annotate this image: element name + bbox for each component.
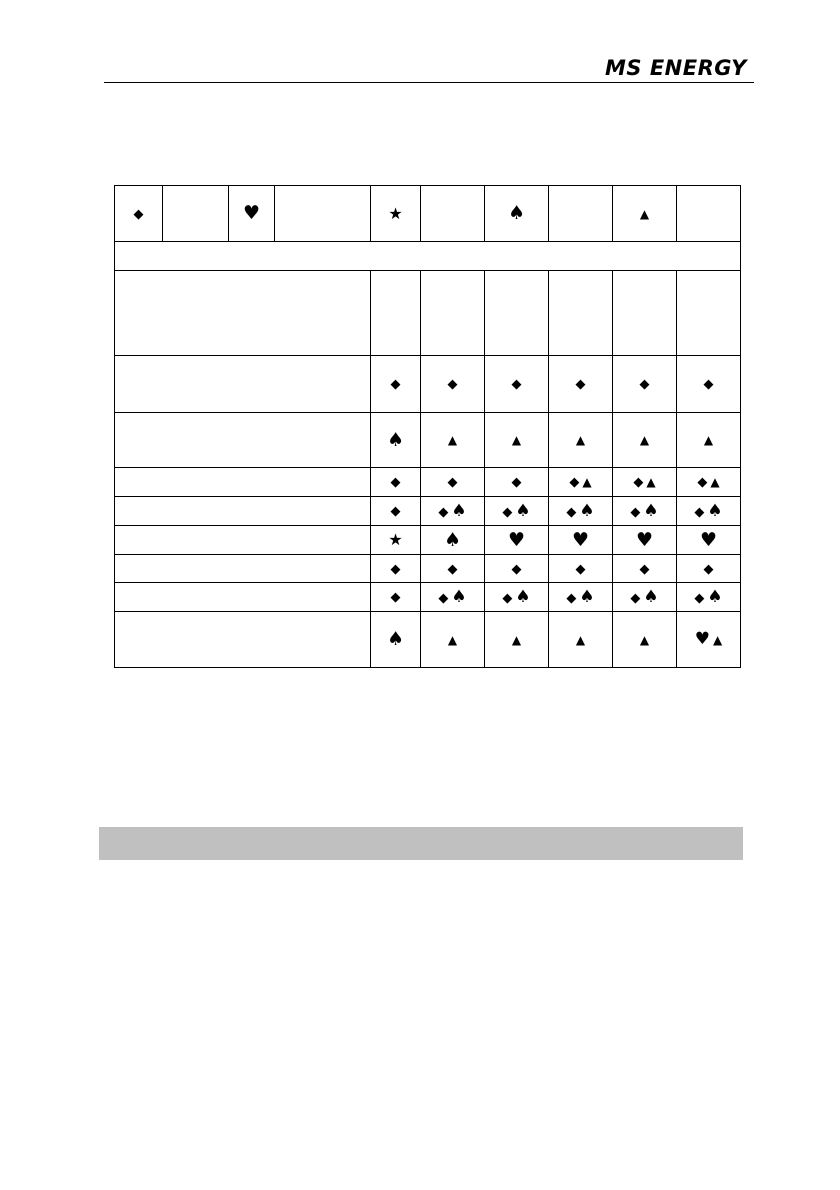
heart-icon: ♥ (571, 528, 590, 551)
spade-icon: ♠ (707, 500, 723, 521)
table-cell (549, 526, 613, 555)
table-row (115, 526, 741, 555)
diamond-icon: ◆ (390, 561, 401, 577)
row-label (115, 413, 371, 468)
legend-heart-icon-cell (229, 186, 275, 242)
table-cell (421, 612, 485, 668)
diamond-icon: ◆ (630, 590, 641, 606)
table-cell (371, 356, 421, 413)
spade-icon: ♠ (451, 586, 467, 607)
spade-icon: ♠ (643, 500, 659, 521)
table-row (115, 612, 741, 668)
spade-icon: ♠ (386, 428, 405, 451)
table-row (115, 468, 741, 497)
triangle-icon: ▲ (703, 433, 714, 447)
spade-icon: ♠ (643, 586, 659, 607)
diamond-icon: ◆ (566, 590, 577, 606)
legend-spade-label (549, 186, 613, 242)
diamond-icon: ◆ (390, 475, 401, 490)
spade-icon: ♠ (507, 202, 526, 224)
table-cell (371, 497, 421, 526)
legend-triangle-label (677, 186, 741, 242)
table-cell (371, 583, 421, 612)
table-cell (549, 583, 613, 612)
triangle-icon: ▲ (646, 475, 656, 489)
diamond-icon: ◆ (639, 377, 650, 392)
table-cell (549, 497, 613, 526)
legend-star-icon-cell (371, 186, 421, 242)
heart-icon: ♥ (699, 528, 718, 551)
spade-icon: ♠ (579, 500, 595, 521)
table-cell (485, 612, 549, 668)
legend-diamond-icon-cell (115, 186, 163, 242)
diamond-icon: ◆ (703, 377, 714, 392)
table-cell (613, 583, 677, 612)
triangle-icon: ▲ (511, 433, 522, 447)
triangle-icon: ▲ (575, 632, 586, 647)
heart-icon: ♥ (507, 528, 526, 551)
table-cell (485, 413, 549, 468)
diamond-icon: ◆ (438, 504, 449, 520)
table-cell (549, 413, 613, 468)
triangle-icon: ▲ (639, 433, 650, 447)
spade-icon: ♠ (515, 500, 531, 521)
triangle-icon: ▲ (447, 632, 458, 647)
table-cell (613, 356, 677, 413)
triangle-icon: ▲ (639, 632, 650, 647)
table-cell (371, 612, 421, 668)
row-label (115, 468, 371, 497)
star-icon: ★ (388, 203, 403, 223)
section-title (115, 242, 741, 271)
spade-icon: ♠ (707, 586, 723, 607)
table-cell (371, 468, 421, 497)
diamond-icon: ◆ (697, 475, 708, 490)
table-row (115, 555, 741, 583)
legend-heart-label (275, 186, 371, 242)
diamond-icon: ◆ (630, 504, 641, 520)
ms-energy-logo (603, 52, 755, 82)
column-header (485, 271, 549, 356)
table-cell (485, 526, 549, 555)
diamond-icon: ◆ (694, 590, 705, 606)
diamond-icon: ◆ (447, 475, 458, 490)
table-cell (421, 497, 485, 526)
legend-spade-icon-cell (485, 186, 549, 242)
legend-star-label (421, 186, 485, 242)
table-cell (613, 497, 677, 526)
spade-icon: ♠ (386, 628, 405, 650)
spade-icon: ♠ (451, 500, 467, 521)
diamond-icon: ◆ (502, 590, 513, 606)
table-cell (421, 526, 485, 555)
triangle-icon: ▲ (511, 632, 522, 647)
diamond-icon: ◆ (566, 504, 577, 520)
heart-icon: ♥ (635, 528, 654, 551)
column-header (549, 271, 613, 356)
table-cell (549, 612, 613, 668)
table-cell (549, 468, 613, 497)
row-label (115, 526, 371, 555)
diamond-icon: ◆ (390, 504, 401, 519)
table-cell (371, 413, 421, 468)
table-cell (549, 356, 613, 413)
legend-triangle-icon-cell (613, 186, 677, 242)
column-header (421, 271, 485, 356)
table-cell (613, 612, 677, 668)
diamond-icon: ◆ (447, 377, 458, 392)
diamond-icon: ◆ (569, 475, 580, 490)
table-cell (421, 413, 485, 468)
diamond-icon: ◆ (694, 504, 705, 520)
legend-diamond-label (163, 186, 229, 242)
table-cell (549, 555, 613, 583)
diamond-icon: ◆ (390, 590, 401, 605)
header-corner (115, 271, 371, 356)
heart-icon: ♥ (242, 202, 261, 224)
star-icon: ★ (388, 530, 403, 549)
triangle-icon: ▲ (710, 475, 720, 489)
table-cell (421, 356, 485, 413)
row-label (115, 356, 371, 413)
symbol-table (114, 185, 741, 668)
row-label (115, 555, 371, 583)
table-cell (485, 497, 549, 526)
legend-row (115, 186, 741, 242)
diamond-icon: ◆ (639, 561, 650, 577)
table-cell (421, 555, 485, 583)
diamond-icon: ◆ (511, 377, 522, 392)
triangle-icon: ▲ (582, 475, 592, 489)
table-cell (371, 526, 421, 555)
table-row (115, 497, 741, 526)
diamond-icon: ◆ (575, 561, 586, 577)
table-row (115, 413, 741, 468)
table-cell (677, 526, 741, 555)
diamond-icon: ◆ (703, 561, 714, 577)
diamond-icon: ◆ (390, 377, 401, 392)
svg-text:MS ENERGY: MS ENERGY (605, 56, 747, 80)
table-row (115, 583, 741, 612)
column-header (371, 271, 421, 356)
table-cell (677, 497, 741, 526)
row-label (115, 583, 371, 612)
table-cell (677, 583, 741, 612)
diamond-icon: ◆ (133, 206, 144, 222)
table-cell (485, 583, 549, 612)
row-label (115, 612, 371, 668)
table-cell (677, 356, 741, 413)
diamond-icon: ◆ (511, 475, 522, 490)
table-row (115, 356, 741, 413)
table-cell (677, 612, 741, 668)
triangle-icon: ▲ (713, 633, 723, 647)
heart-icon: ♥ (694, 629, 710, 649)
section-note-band (99, 827, 743, 860)
diamond-icon: ◆ (511, 561, 522, 577)
table-cell (613, 555, 677, 583)
table-cell (485, 468, 549, 497)
table-cell (613, 413, 677, 468)
table-cell (677, 413, 741, 468)
table-cell (421, 583, 485, 612)
diamond-icon: ◆ (447, 561, 458, 577)
diamond-icon: ◆ (438, 590, 449, 606)
spade-icon: ♠ (515, 586, 531, 607)
table-cell (421, 468, 485, 497)
header-rule (104, 82, 754, 83)
row-label (115, 497, 371, 526)
table-cell (677, 468, 741, 497)
diamond-icon: ◆ (502, 504, 513, 520)
diamond-icon: ◆ (575, 377, 586, 392)
triangle-icon: ▲ (639, 206, 650, 221)
column-header (613, 271, 677, 356)
spade-icon: ♠ (443, 528, 462, 551)
table-cell (485, 356, 549, 413)
table-cell (485, 555, 549, 583)
triangle-icon: ▲ (575, 433, 586, 447)
table-cell (613, 526, 677, 555)
spade-icon: ♠ (579, 586, 595, 607)
column-header (677, 271, 741, 356)
table-cell (371, 555, 421, 583)
column-header-row (115, 271, 741, 356)
diamond-icon: ◆ (633, 475, 644, 490)
table-cell (677, 555, 741, 583)
table-cell (613, 468, 677, 497)
section-title-row (115, 242, 741, 271)
triangle-icon: ▲ (447, 433, 458, 447)
